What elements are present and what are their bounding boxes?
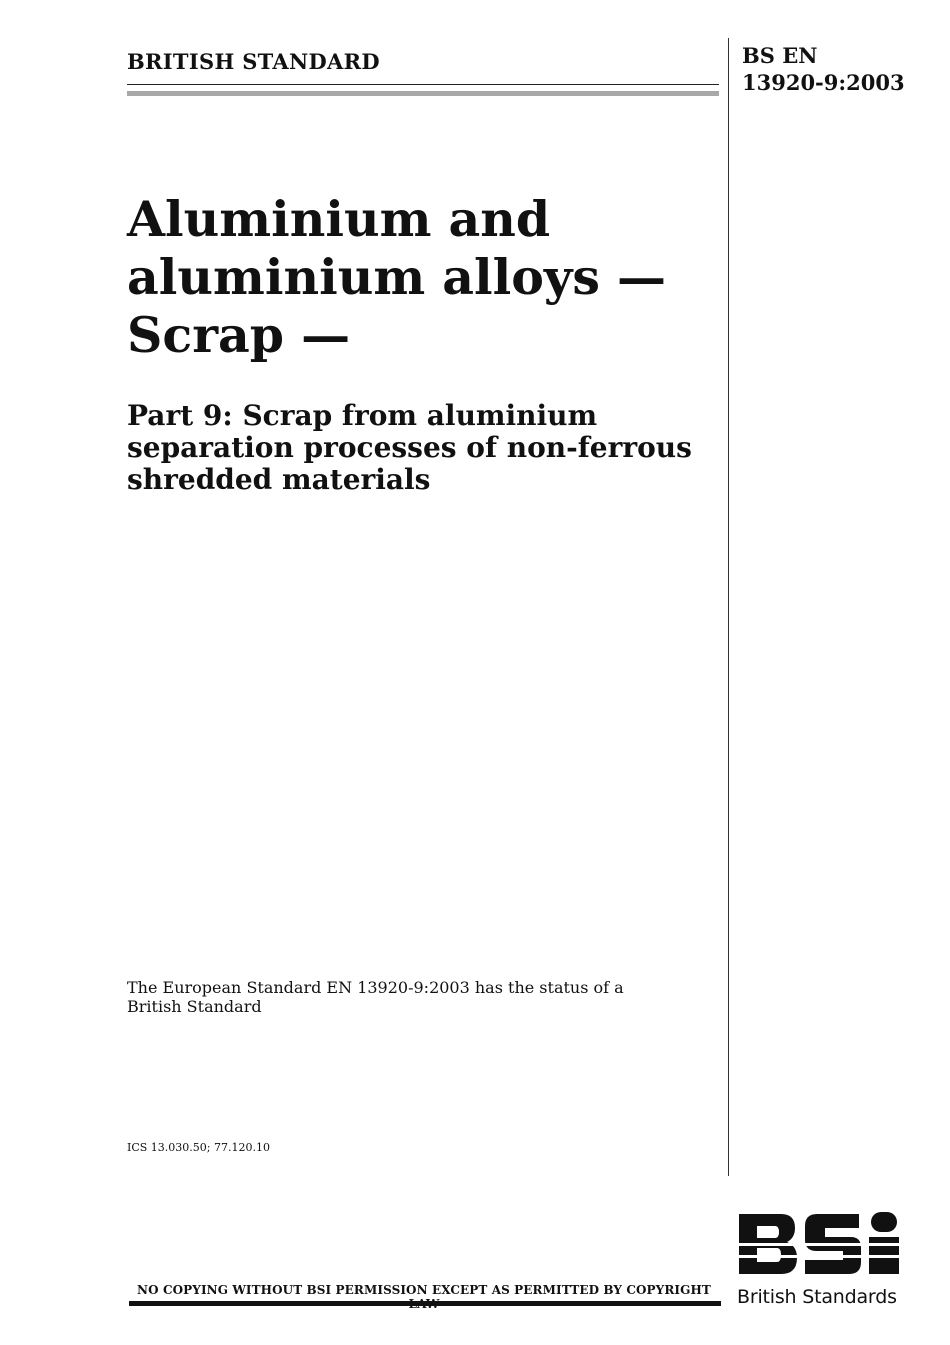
bsi-logo	[737, 1210, 905, 1312]
title-line2: aluminium alloys —	[127, 248, 666, 306]
subtitle-line1: Part 9: Scrap from aluminium	[127, 399, 598, 432]
document-title	[127, 190, 707, 364]
bsi-wordmark-icon	[737, 1210, 905, 1284]
title-line1: Aluminium and	[127, 190, 551, 248]
header-rule-thin	[127, 84, 719, 85]
status-line2: British Standard	[127, 997, 262, 1016]
title-line3: Scrap —	[127, 306, 351, 364]
header-label: BRITISH STANDARD	[127, 49, 380, 74]
bsi-logo-caption: British Standards	[737, 1286, 897, 1308]
status-statement	[127, 978, 647, 1016]
ics-codes: ICS 13.030.50; 77.120.10	[127, 1141, 270, 1154]
subtitle-line2: separation processes of non-ferrous	[127, 431, 692, 464]
footer-rule	[129, 1301, 721, 1306]
vertical-divider	[728, 38, 729, 1176]
standard-number	[742, 42, 905, 96]
status-line1: The European Standard EN 13920-9:2003 has the status of a	[127, 978, 624, 997]
subtitle-line3: shredded materials	[127, 463, 431, 496]
header-rule-thick	[127, 91, 719, 96]
document-subtitle	[127, 400, 707, 496]
standard-number-line1: BS EN	[742, 43, 818, 68]
standard-number-line2: 13920-9:2003	[742, 70, 905, 95]
copyright-notice: NO COPYING WITHOUT BSI PERMISSION EXCEPT AS PERMITTED BY COPYRIGHT	[137, 1283, 711, 1297]
